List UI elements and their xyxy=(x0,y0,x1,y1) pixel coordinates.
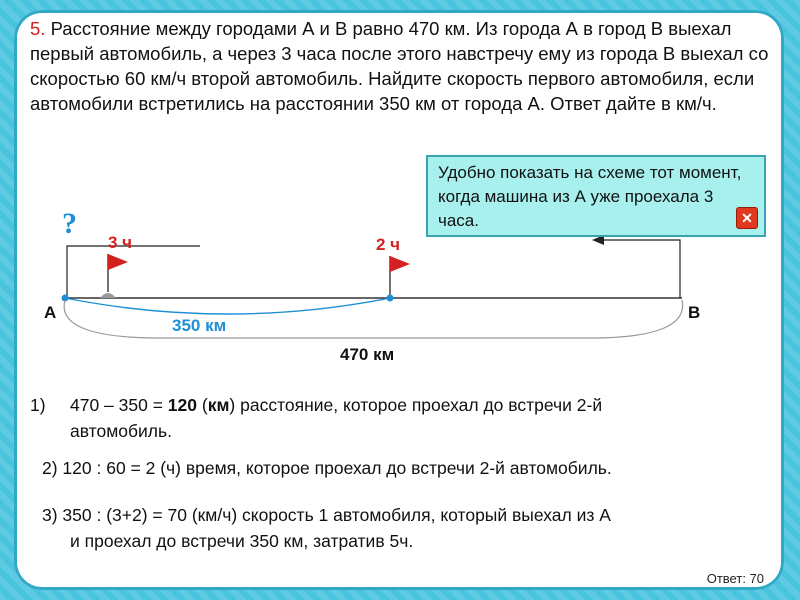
dist-total-label: 470 км xyxy=(340,345,395,364)
flag-a-label: 3 ч xyxy=(108,233,133,252)
flag-a-icon xyxy=(108,254,128,270)
step-1-unit: км xyxy=(207,395,230,415)
close-icon[interactable]: ✕ xyxy=(736,207,758,229)
step-1 xyxy=(70,393,770,417)
city-b-label: В xyxy=(688,303,701,322)
flag-a-base-icon xyxy=(100,293,116,298)
step-1-rest: ) расстояние, которое проехал до встречи 2-й xyxy=(229,395,603,415)
step-1-number: 1) xyxy=(30,395,46,415)
step-1-open: ( xyxy=(197,395,208,415)
arc-a-meet xyxy=(65,298,390,314)
step-3-line2: и проехал до встречи 350 км, затратив 5ч. xyxy=(70,531,414,551)
problem-text: Расстояние между городами А и В равно 470 км. Из города А в город В выехал первый автомобиль, а через 3 часа после этого навстречу ему из города В выехал со скоростью 60 км/ч второй автомобиль. Найдите скорость первого автомобиля, если автомобили встретились на расстоянии 350 км от города А. Ответ дайте в км/ч. xyxy=(30,18,769,114)
city-a-label: А xyxy=(44,303,57,322)
dist-a-meet-label: 350 км xyxy=(172,316,227,335)
hint-tooltip xyxy=(426,155,766,237)
unknown-speed-mark: ? xyxy=(62,207,77,240)
step-1-expr: 470 – 350 = xyxy=(70,395,168,415)
step-1-value: 120 xyxy=(167,395,197,415)
arc-total xyxy=(64,300,682,338)
problem-number: 5. xyxy=(30,18,46,39)
flag-meet-label: 2 ч xyxy=(376,235,401,254)
answer-text: Ответ: 70 xyxy=(706,571,764,586)
step-1-line2: автомобиль. xyxy=(70,421,172,441)
step-3-line1: 3) 350 : (3+2) = 70 (км/ч) скорость 1 автомобиля, который выехал из А xyxy=(42,505,611,525)
step-2: 2) 120 : 60 = 2 (ч) время, которое проехал до встречи 2-й автомобиль. xyxy=(42,458,612,478)
hint-text: Удобно показать на схеме тот момент, когда машина из А уже проехала 3 часа. xyxy=(438,163,742,230)
car-b-path xyxy=(598,240,680,298)
flag-meet-icon xyxy=(390,256,410,272)
car-a-path xyxy=(67,246,200,298)
